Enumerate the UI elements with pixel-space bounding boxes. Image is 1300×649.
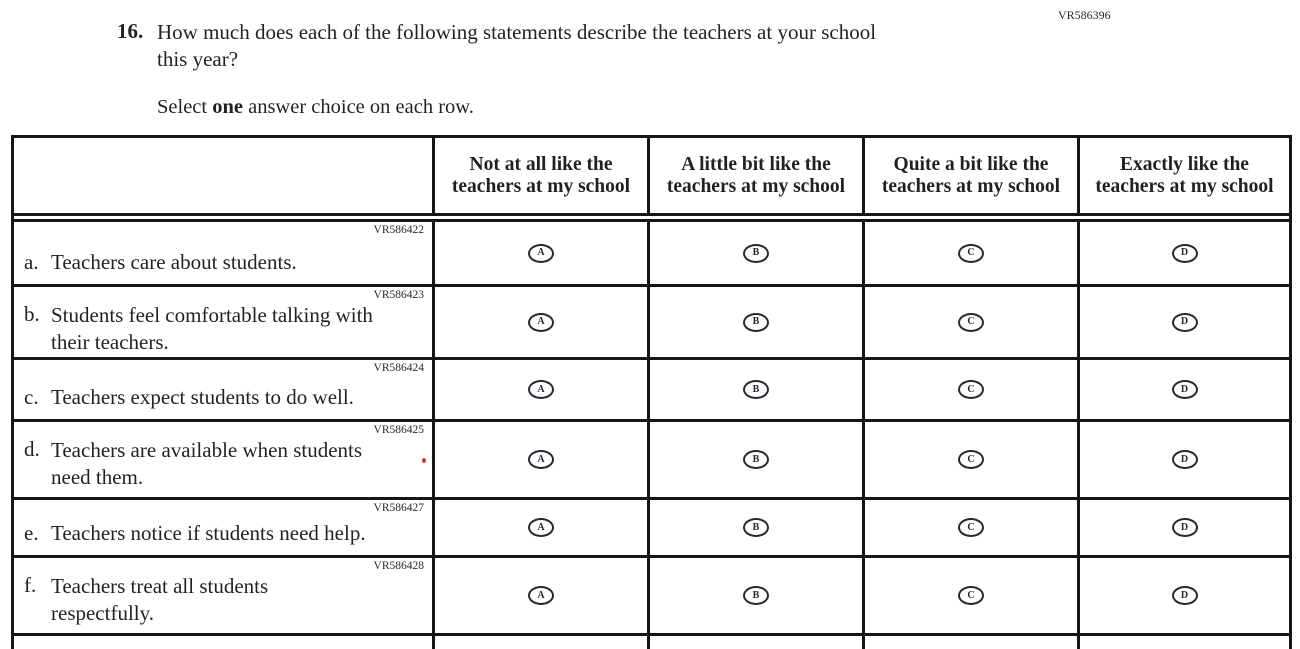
row-c-option-B[interactable]: B [743,380,769,399]
row-a-option-D[interactable]: D [1172,244,1198,263]
row-d-option-B[interactable]: B [743,450,769,469]
statement-text: Students feel comfortable talking with their teachers. [51,302,373,354]
table-row-a [14,222,1289,287]
table-row-c [14,360,1289,422]
row-e-option-B[interactable]: B [743,518,769,537]
answer-matrix-table [11,135,1292,649]
row-a-option-A[interactable]: A [528,244,554,263]
row-e-option-C[interactable]: C [958,518,984,537]
table-row-b [14,287,1289,360]
row-f-option-C[interactable]: C [958,586,984,605]
row-code: VR586428 [373,560,424,572]
table-row-f [14,558,1289,636]
column-header-not-at-all: Not at all like the teachers at my school [435,138,650,213]
option-cell [435,287,650,357]
row-f-option-A[interactable]: A [528,586,554,605]
option-cell [435,222,650,284]
question-text-line-2: this year? [157,47,239,72]
row-d-option-D[interactable]: D [1172,450,1198,469]
option-cell [865,360,1080,419]
header-empty-stub [14,138,435,213]
row-d-option-A[interactable]: A [528,450,554,469]
option-cell [650,360,865,419]
option-cell [650,222,865,284]
question-text-line-1: How much does each of the following statements describe the teachers at your school [157,20,877,44]
row-letter: c. [24,385,39,410]
option-cell [1080,287,1289,357]
option-cell [435,422,650,497]
row-b-option-B[interactable]: B [743,313,769,332]
row-e-option-D[interactable]: D [1172,518,1198,537]
row-letter: f. [24,572,37,597]
column-header-exactly: Exactly like the teachers at my school [1095,154,1274,197]
option-cell [865,287,1080,357]
page-form-code: VR586396 [1058,8,1111,22]
row-c-option-C[interactable]: C [958,380,984,399]
option-cell [865,558,1080,633]
row-code: VR586422 [373,224,424,236]
row-code: VR586424 [373,362,424,374]
option-cell [650,422,865,497]
instruction-bold-word: one [212,95,243,118]
option-cell [435,558,650,633]
statement-cell-e [14,500,435,555]
option-cell [1080,222,1289,284]
statement-text: Teachers are available when students need them. [51,437,363,489]
statement-text: Teachers notice if students need help. [51,521,366,546]
option-cell [650,558,865,633]
row-c-option-D[interactable]: D [1172,380,1198,399]
table-row-d [14,422,1289,500]
instruction-suffix: answer choice on each row. [242,95,474,118]
row-code: VR586427 [373,502,424,514]
statement-cell-c [14,360,435,419]
question-block [117,19,876,119]
statement-text: Teachers expect students to do well. [51,385,354,410]
row-code: VR586423 [373,289,424,301]
statement-text: Teachers treat all students respectfully. [51,573,269,625]
statement-text: Teachers care about students. [51,250,297,275]
row-letter: a. [24,250,39,275]
option-cell [1080,360,1289,419]
option-cell [650,287,865,357]
row-d-option-C[interactable]: C [958,450,984,469]
statement-cell-b [14,287,435,357]
row-code: VR586425 [373,424,424,436]
row-b-option-D[interactable]: D [1172,313,1198,332]
row-a-option-C[interactable]: C [958,244,984,263]
scan-artifact-dot [422,458,426,463]
option-cell [865,422,1080,497]
question-instruction [157,96,876,119]
row-f-option-B[interactable]: B [743,586,769,605]
column-header-a-little-bit: A little bit like the teachers at my school [650,138,865,213]
table-row-e [14,500,1289,558]
column-header-quite-a-bit: Quite a bit like the teachers at my school [865,138,1080,213]
row-letter: b. [24,301,40,326]
instruction-prefix: Select [157,95,213,118]
row-f-option-D[interactable]: D [1172,586,1198,605]
row-b-option-C[interactable]: C [958,313,984,332]
option-cell [650,500,865,555]
row-letter: e. [24,521,39,546]
statement-cell-a [14,222,435,284]
statement-cell-d [14,422,435,497]
option-cell [1080,422,1289,497]
row-b-option-A[interactable]: A [528,313,554,332]
option-cell [1080,558,1289,633]
option-cell [1080,500,1289,555]
row-letter: d. [24,436,40,461]
option-cell [435,500,650,555]
option-cell [435,360,650,419]
next-row-cutoff-stub [14,636,1289,649]
question-number: 16. [117,19,144,43]
statement-cell-f [14,558,435,633]
row-e-option-A[interactable]: A [528,518,554,537]
option-cell [865,500,1080,555]
option-cell [865,222,1080,284]
table-header-row [14,138,1289,222]
row-c-option-A[interactable]: A [528,380,554,399]
row-a-option-B[interactable]: B [743,244,769,263]
